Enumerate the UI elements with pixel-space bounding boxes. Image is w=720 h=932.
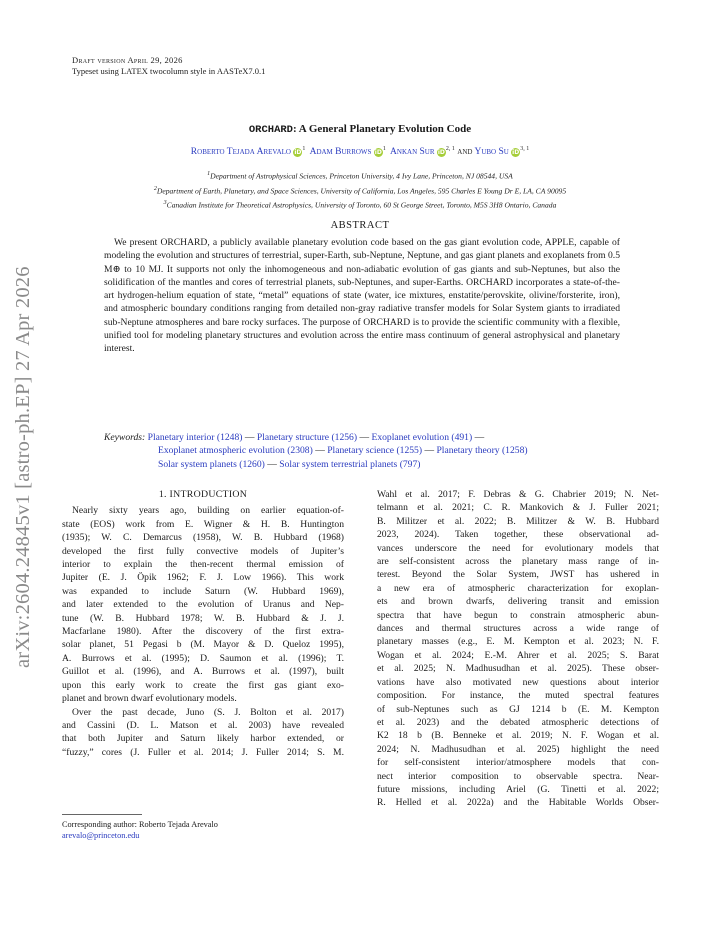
text-line: was expanded to include Saturn (W. Hubbard 1969), (62, 585, 344, 597)
keyword-link[interactable]: Planetary structure (1256) (256, 432, 358, 443)
draft-version: Draft version April 29, 2026 (72, 55, 183, 65)
text-line: interior to explain the then-recent thermal emission of (62, 559, 344, 571)
text-line: et al. 2023) and the debated atmospheric detections of (377, 716, 659, 728)
text-line: are self-consistent across the planetary mass range of in- (377, 556, 659, 568)
author-name[interactable]: Ankan Sur (390, 147, 435, 158)
affiliation-list (0, 168, 720, 212)
text-line: Over the past decade, Juno (S. J. Bolton et al. 2017) (72, 706, 344, 718)
text-line: Nearly sixty years ago, building on earlier equation-of- (72, 505, 344, 517)
keyword-link[interactable]: Planetary science (1255) (327, 445, 423, 457)
text-line: planet and brown dwarf evolutionary models. (62, 693, 237, 705)
text-line: 2023, 2024). Taken together, these observational ad- (377, 529, 659, 541)
text-line: a new era of atmospheric characterization for exoplan- (377, 582, 659, 594)
text-line: Macfarlane 1980). After the discovery of the first extra- (62, 626, 344, 638)
text-line: of sub-Neptunes such as GJ 1214 b (E. M. Kempton (377, 703, 659, 715)
affiliation: $^1$Department of Astrophysical Sciences, Princeton University, 4 Ivy Lane, Princeton, NJ 08544, USA (207, 171, 513, 181)
keyword-link[interactable]: Exoplanet evolution (491) (371, 432, 473, 443)
email-link[interactable]: arevalo@princeton.edu (62, 831, 140, 840)
text-line: 2024; N. Madhusudhan et al. 2025) highlight the need (377, 743, 659, 755)
text-line: and later extended to the evolution of Uranus and Nep- (62, 599, 344, 611)
author-list (0, 146, 720, 157)
text-line: A. Burrows et al. (1995); D. Saumon et al. (1996); T. (62, 652, 344, 664)
keywords: Keywords: Planetary interior (1248) — Planetary structure (1256) — Exoplanet evolution (491) — Exoplanet atmospheric evolution (2308) — Planetary science (1255) — Planetary theory (1258) Solar system planets (1260) — Solar system terrestrial planets (797) (104, 432, 528, 470)
text-line: vations have also motivated new questions about interior (377, 676, 659, 688)
author-affiliation: 1 (302, 146, 306, 152)
keyword-link[interactable]: Solar system planets (1260) (158, 458, 265, 470)
footnote-rule (62, 814, 142, 815)
author-name[interactable]: Roberto Tejada Arevalo (190, 147, 291, 158)
keyword-link[interactable]: Exoplanet atmospheric evolution (2308) (158, 445, 313, 457)
text-line: telmann et al. 2021; C. R. Mankovich & J. Fuller 2021; (377, 502, 659, 514)
text-line: terest. Beyond the Solar System, JWST has ushered in (377, 569, 659, 581)
text-line: solar planet, 51 Pegasi b (M. Mayor & D. Queloz 1995), (62, 639, 344, 651)
text-line: Wahl et al. 2017; F. Debras & G. Chabrier 2019; N. Net- (377, 489, 659, 500)
keyword-link[interactable]: Planetary interior (1248) (147, 432, 243, 443)
author-name[interactable]: Adam Burrows (309, 147, 372, 158)
text-line: and Cassini (D. L. Matson et al. 2003) have revealed (62, 719, 344, 731)
text-line: upon this early work to create the first gas giant exo- (62, 679, 344, 691)
text-line: that both Jupiter and Saturn likely harbor extended, or (62, 733, 344, 745)
author-affiliation: 2, 1 (445, 146, 455, 152)
affiliation: $^3$Canadian Institute for Theoretical Astrophysics, University of Toronto, 60 St George Street, Toronto, M5S 3H8 Ontario, Canada (163, 200, 557, 210)
text-line: et al. 2025; N. Madhusudhan et al. 2025). These obser- (377, 663, 659, 675)
keywords-label: Keywords: (104, 432, 146, 443)
typeset-note: Typeset using LATEX twocolumn style in AASTeX7.0.1 (72, 66, 266, 76)
affiliation: $^2$Department of Earth, Planetary, and Space Sciences, University of California, Los Angeles, 595 Charles E Young Dr E, LA, CA 90095 (153, 185, 567, 196)
text-line: planetary masses (e.g., E. M. Kempton et al. 2023; N. F. (377, 636, 659, 648)
title-text: : A General Planetary Evolution Code (292, 123, 472, 135)
arxiv-identifier: arXiv:2604.24845v1 [astro-ph.EP] 27 Apr 2026 (12, 266, 34, 668)
orcid-icon[interactable]: iD (294, 149, 302, 157)
abstract-heading: ABSTRACT (330, 220, 390, 231)
text-line: Wogan et al. 2024; E.-M. Ahrer et al. 2025; S. Barat (377, 649, 659, 661)
text-line: K2 18 b (B. Benneke et al. 2019; N. F. Wogan et al. (377, 730, 659, 742)
corresponding-author: Corresponding author: Roberto Tejada Arevalo (62, 820, 218, 829)
abstract-body: We present ORCHARD, a publicly available planetary evolution code based on the gas giant evolution code, APPLE, capable of modeling the evolution and structures of terrestrial, super-Earth, sub-Neptune, Neptune, and gas giant planets and exoplanets from 0.5 M⊕ to 10 MJ. It supports not only the inhomogeneous and non-adiabatic evolution of gas giants and sub-Neptunes, but also the solidification of the mantles and cores of terrestrial planets, sub-Neptunes, and super-Earths. ORCHARD incorporates a state-of-the-art hydrogen-helium equation of state, “metal” equations of state (water, ice mixtures, enstatite/perovskite, olivine/forsterite, iron), and atmospheric boundary conditions ranging from detailed non-gray radiative transfer models for Solar System giants to irradiated sub-Neptune atmospheres and bare rocky surfaces. The purpose of ORCHARD is to provide the scientific community with a flexible, unified tool for modeling planetary structures and evolution across the entire mass continuum of general astrophysical and planetary interest. (104, 237, 620, 355)
text-line: dances and thermal structures across a wide range of (377, 623, 659, 635)
keyword-link[interactable]: Planetary theory (1258) (436, 445, 528, 457)
text-line: vances underscore the need for evolutionary models that (377, 542, 659, 554)
orcid-icon[interactable]: iD (374, 149, 382, 157)
author-affiliation: 3, 1 (520, 146, 530, 152)
text-line: ets and brown dwarfs, delivering transit and emission (377, 596, 659, 608)
orcid-icon[interactable]: iD (437, 149, 445, 157)
text-line: composition. For instance, the muted spectral features (377, 690, 659, 702)
text-line: state (EOS) work from E. Wigner & H. B. Huntington (62, 518, 344, 530)
title-code-name: ORCHARD (248, 124, 293, 136)
text-line: spectra that have begun to constrain atmospheric abun- (377, 609, 659, 621)
footnote (62, 814, 342, 841)
text-line: developed the first fully convective models of Jupiter’s (62, 545, 344, 557)
authors-and: and (457, 147, 473, 158)
text-line: tune (W. B. Hubbard 1978; W. B. Hubbard & J. J. (62, 612, 344, 624)
text-line: for self-consistent interior/atmosphere models that con- (377, 757, 659, 769)
draft-header (72, 55, 265, 77)
intro-right-column (377, 488, 659, 810)
paper-title (0, 123, 720, 136)
author-affiliation: 1 (382, 146, 386, 152)
keyword-link[interactable]: Solar system terrestrial planets (797) (279, 458, 421, 470)
text-line: “fuzzy,” cores (J. Fuller et al. 2014; J. Fuller 2014; S. M. (62, 746, 344, 758)
text-line: Jupiter (E. J. Öpik 1962; F. J. Low 1966). This work (62, 572, 344, 584)
intro-left-column (62, 489, 344, 759)
text-line: future missions, including Ariel (G. Tinetti et al. 2022; (377, 783, 659, 795)
author-name[interactable]: Yubo Su (474, 147, 509, 158)
text-line: nect interior composition to observable spectra. Near- (377, 770, 659, 782)
text-line: B. Militzer et al. 2022; B. Militzer & W. B. Hubbard (377, 515, 659, 527)
text-line: R. Helled et al. 2022a) and the Habitable Worlds Obser- (377, 797, 659, 809)
orcid-icon[interactable]: iD (512, 149, 520, 157)
section-heading: 1. INTRODUCTION (158, 489, 248, 500)
text-line: Guillot et al. (1996), and A. Burrows et al. (1997), built (62, 666, 344, 678)
text-line: (1935); W. C. Demarcus (1958), W. B. Hubbard (1968) (62, 532, 344, 544)
